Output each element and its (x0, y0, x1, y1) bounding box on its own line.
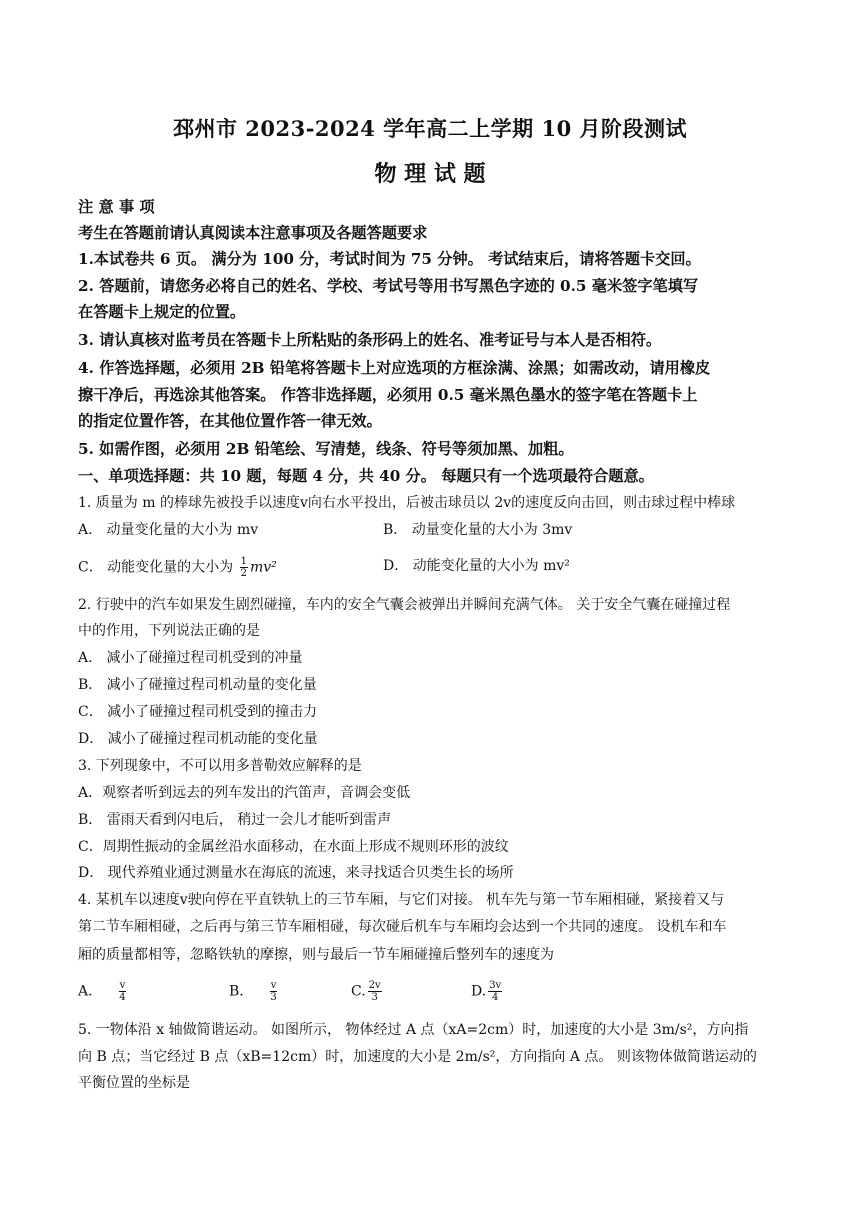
fraction-numerator: 1 (240, 556, 247, 567)
option-label: A． (78, 983, 103, 1000)
fraction-denominator: 3 (270, 992, 277, 1003)
exam-subtitle: 物 理 试 题 (374, 161, 486, 187)
q2-option-c: C． 减小了碰撞过程司机受到的撞击力 (78, 704, 318, 720)
notice-item-4c: 的指定位置作答，在其他位置作答一律无效。 (78, 412, 382, 430)
notice-heading: 注 意 事 项 (78, 198, 155, 216)
q2-option-d: D． 减小了碰撞过程司机动能的变化量 (78, 731, 318, 747)
fraction-denominator: 2 (240, 568, 247, 579)
q4-option-c-fraction (368, 980, 382, 1003)
fraction-numerator: 3v (489, 980, 502, 991)
option-label: B． (229, 983, 254, 1000)
q5-stem-a: 5. 一物体沿 x 轴做简谐运动。 如图所示， 物体经过 A 点（xA=2cm）时，加速度的大小是 3m/s²，方向指 (78, 1022, 749, 1038)
q4-option-d-fraction (488, 980, 502, 1003)
q4-stem-b: 第二节车厢相碰，之后再与第三节车厢相碰，每次碰后机车与车厢均会达到一个共同的速度。 设机车和车 (78, 919, 727, 935)
q4-option-a-fraction (119, 980, 127, 1003)
section-heading: 一、单项选择题：共 10 题，每题 4 分，共 40 分。 每题只有一个选项最符合题意。 (78, 467, 654, 485)
fraction-numerator: v (119, 980, 126, 991)
q1-option-c (78, 556, 277, 579)
q3-option-a: A．观察者听到远去的列车发出的汽笛声，音调会变低 (78, 785, 411, 801)
notice-item-4b: 擦干净后，再选涂其他答案。 作答非选择题，必须用 0.5 毫米黑色墨水的签字笔在答题卡上 (78, 386, 698, 404)
q2-option-b: B． 减小了碰撞过程司机动量的变化量 (78, 677, 317, 693)
fraction-denominator: 4 (119, 992, 126, 1003)
notice-intro: 考生在答题前请认真阅读本注意事项及各题答题要求 (78, 224, 428, 242)
q4-stem-c: 厢的质量都相等，忽略铁轨的摩擦，则与最后一节车厢碰撞后整列车的速度为 (78, 947, 554, 963)
q2-option-a: A． 减小了碰撞过程司机受到的冲量 (78, 650, 303, 666)
notice-item-3: 3. 请认真核对监考员在答题卡上所粘贴的条形码上的姓名、准考证号与本人是否相符。 (78, 331, 662, 349)
q3-stem: 3. 下列现象中，不可以用多普勒效应解释的是 (78, 758, 362, 774)
q3-option-d: D． 现代养殖业通过测量水在海底的流速，来寻找适合贝类生长的场所 (78, 865, 514, 881)
q4-option-c (351, 980, 384, 1003)
notice-item-2b: 在答题卡上规定的位置。 (78, 303, 246, 321)
q4-stem-a: 4. 某机车以速度v驶向停在平直铁轨上的三节车厢，与它们对接。 机车先与第一节车厢相碰，紧接着又与 (78, 892, 725, 908)
option-label: C. (351, 983, 366, 1000)
fraction-numerator: v (270, 980, 277, 991)
q2-stem-b: 中的作用，下列说法正确的是 (78, 623, 260, 639)
q4-option-b (229, 980, 279, 1003)
q1-stem: 1. 质量为 m 的棒球先被投手以速度v向右水平投出，后被击球员以 2v的速度反向击回，则击球过程中棒球 (78, 495, 736, 511)
q1-option-b: B． 动量变化量的大小为 3mv (383, 522, 573, 538)
q4-option-d (471, 980, 504, 1003)
notice-item-2a: 2. 答题前，请您务必将自己的姓名、学校、考试号等用书写黑色字迹的 0.5 毫米签字笔填写 (78, 277, 699, 295)
q1-option-c-expr: mv² (250, 559, 277, 576)
fraction-numerator: 2v (368, 980, 381, 991)
q1-option-a: A． 动量变化量的大小为 mv (78, 522, 259, 538)
q3-option-c: C．周期性振动的金属丝沿水面移动，在水面上形成不规则环形的波纹 (78, 839, 509, 855)
q3-option-b: B． 雷雨天看到闪电后， 稍过一会儿才能听到雷声 (78, 812, 392, 828)
q5-stem-b: 向 B 点；当它经过 B 点（xB=12cm）时，加速度的大小是 2m/s²，方向指向 A 点。 则该物体做简谐运动的 (78, 1049, 757, 1065)
q1-option-d: D． 动能变化量的大小为 mv² (383, 558, 570, 574)
fraction-denominator: 3 (371, 992, 378, 1003)
notice-item-4a: 4. 作答选择题，必须用 2B 铅笔将答题卡上对应选项的方框涂满、涂黑；如需改动，请用橡皮 (78, 359, 711, 377)
fraction-denominator: 4 (492, 992, 499, 1003)
exam-title: 邳州市 2023-2024 学年高二上学期 10 月阶段测试 (172, 116, 688, 141)
q1-option-c-text: C． 动能变化量的大小为 (78, 559, 234, 576)
notice-item-1: 1.本试卷共 6 页。 满分为 100 分，考试时间为 75 分钟。 考试结束后，请将答题卡交回。 (78, 250, 701, 268)
q1-option-c-fraction (240, 556, 248, 579)
q4-option-a (78, 980, 128, 1003)
notice-item-5: 5. 如需作图，必须用 2B 铅笔绘、写清楚，线条、符号等须加黑、加粗。 (78, 440, 574, 458)
q4-option-b-fraction (270, 980, 278, 1003)
q5-stem-c: 平衡位置的坐标是 (78, 1075, 190, 1091)
option-label: D. (471, 983, 487, 1000)
q2-stem-a: 2. 行驶中的汽车如果发生剧烈碰撞，车内的安全气囊会被弹出并瞬间充满气体。 关于安全气囊在碰撞过程 (78, 597, 731, 613)
